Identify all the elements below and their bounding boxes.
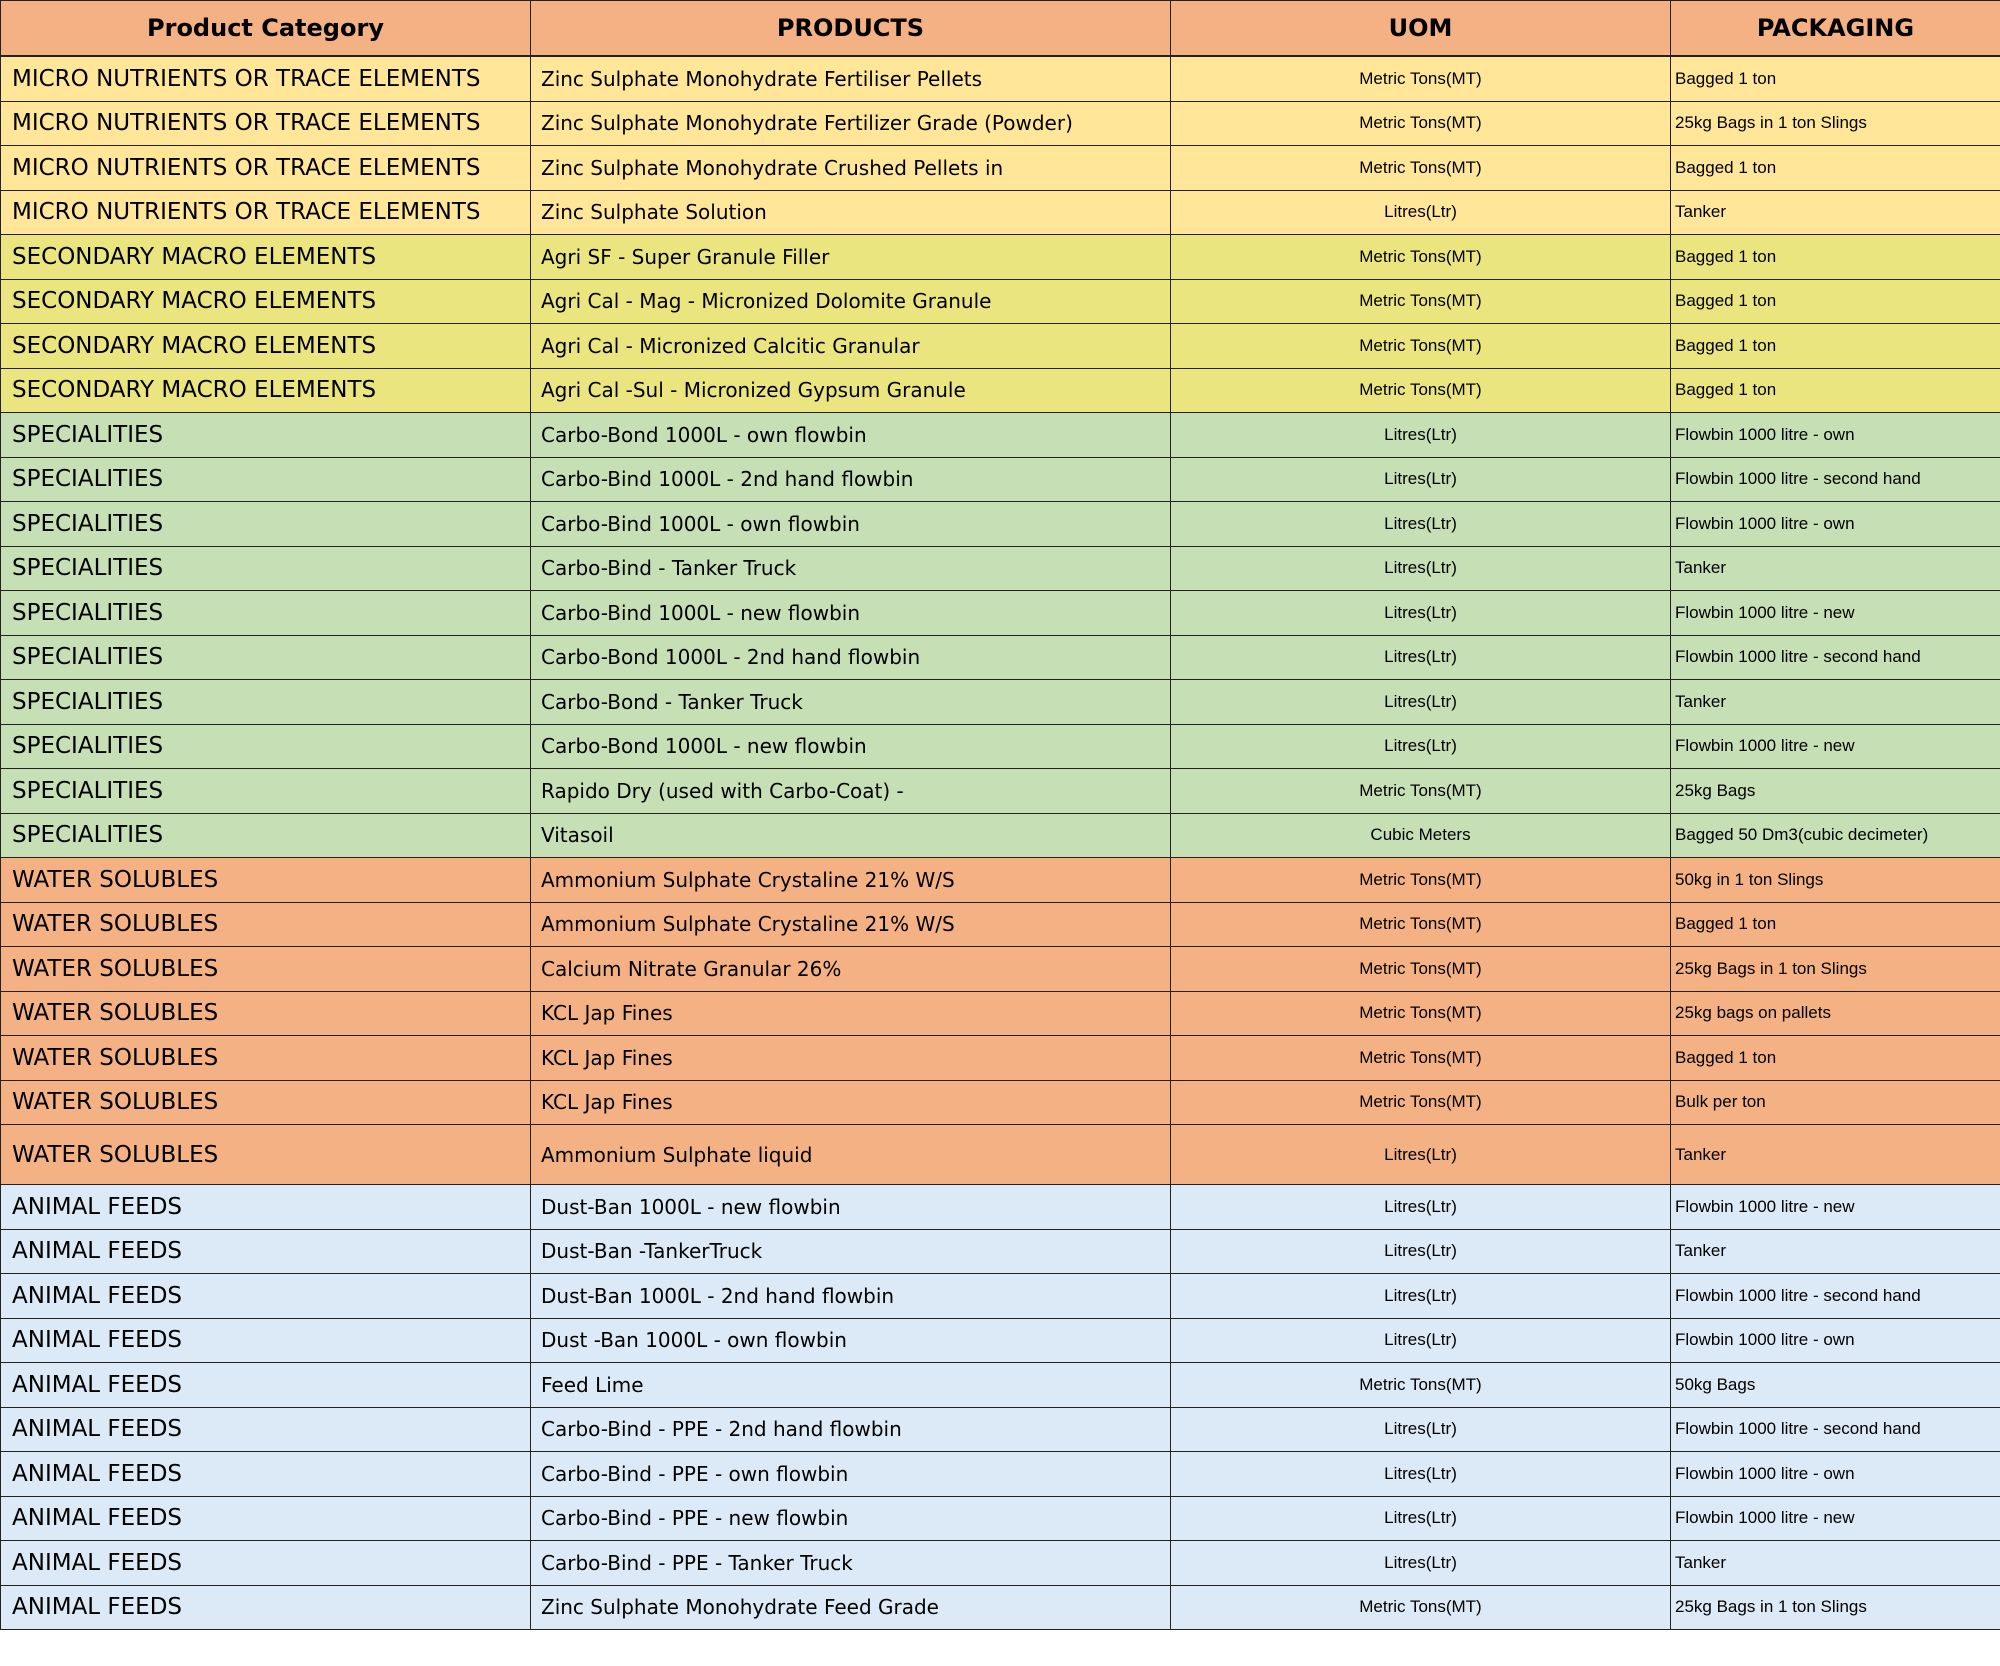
product-cell: Zinc Sulphate Solution — [531, 190, 1171, 235]
header-uom: UOM — [1171, 1, 1671, 57]
category-cell: SPECIALITIES — [1, 635, 531, 680]
uom-cell: Litres(Ltr) — [1171, 546, 1671, 591]
table-row — [1, 368, 2000, 413]
uom-cell: Metric Tons(MT) — [1171, 858, 1671, 903]
table-row — [1, 1496, 2000, 1541]
uom-cell: Litres(Ltr) — [1171, 1274, 1671, 1319]
category-cell: WATER SOLUBLES — [1, 1036, 531, 1081]
packaging-cell: Flowbin 1000 litre - new — [1671, 724, 2000, 769]
table-row — [1, 635, 2000, 680]
category-cell: WATER SOLUBLES — [1, 947, 531, 992]
category-cell: ANIMAL FEEDS — [1, 1274, 531, 1319]
table-row — [1, 101, 2000, 146]
table-row — [1, 1363, 2000, 1408]
uom-cell: Litres(Ltr) — [1171, 1407, 1671, 1452]
packaging-cell: Flowbin 1000 litre - new — [1671, 591, 2000, 636]
table-row — [1, 680, 2000, 725]
table-row — [1, 457, 2000, 502]
uom-cell: Metric Tons(MT) — [1171, 146, 1671, 191]
table-row — [1, 769, 2000, 814]
table-row — [1, 1080, 2000, 1125]
header-row — [1, 1, 2000, 57]
category-cell: ANIMAL FEEDS — [1, 1407, 531, 1452]
category-cell: ANIMAL FEEDS — [1, 1363, 531, 1408]
packaging-cell: Flowbin 1000 litre - own — [1671, 1318, 2000, 1363]
table-row — [1, 279, 2000, 324]
table-row — [1, 1125, 2000, 1185]
product-cell: Carbo-Bind - PPE - 2nd hand flowbin — [531, 1407, 1171, 1452]
uom-cell: Litres(Ltr) — [1171, 1318, 1671, 1363]
table-header — [1, 1, 2000, 57]
category-cell: MICRO NUTRIENTS OR TRACE ELEMENTS — [1, 56, 531, 101]
table-row — [1, 1585, 2000, 1630]
packaging-cell: Bagged 1 ton — [1671, 902, 2000, 947]
table-row — [1, 1452, 2000, 1497]
uom-cell: Litres(Ltr) — [1171, 413, 1671, 458]
table-row — [1, 902, 2000, 947]
packaging-cell: 25kg Bags — [1671, 769, 2000, 814]
table-row — [1, 1407, 2000, 1452]
category-cell: ANIMAL FEEDS — [1, 1229, 531, 1274]
packaging-cell: Flowbin 1000 litre - own — [1671, 502, 2000, 547]
category-cell: WATER SOLUBLES — [1, 1125, 531, 1185]
uom-cell: Metric Tons(MT) — [1171, 56, 1671, 101]
category-cell: SPECIALITIES — [1, 502, 531, 547]
uom-cell: Metric Tons(MT) — [1171, 235, 1671, 280]
category-cell: MICRO NUTRIENTS OR TRACE ELEMENTS — [1, 146, 531, 191]
packaging-cell: Flowbin 1000 litre - second hand — [1671, 457, 2000, 502]
packaging-cell: Bagged 50 Dm3(cubic decimeter) — [1671, 813, 2000, 858]
uom-cell: Litres(Ltr) — [1171, 190, 1671, 235]
product-cell: Agri Cal -Sul - Micronized Gypsum Granule — [531, 368, 1171, 413]
uom-cell: Metric Tons(MT) — [1171, 1363, 1671, 1408]
table-row — [1, 413, 2000, 458]
product-cell: Carbo-Bind 1000L - new flowbin — [531, 591, 1171, 636]
uom-cell: Metric Tons(MT) — [1171, 1036, 1671, 1081]
uom-cell: Litres(Ltr) — [1171, 724, 1671, 769]
product-cell: Carbo-Bind - Tanker Truck — [531, 546, 1171, 591]
product-cell: Zinc Sulphate Monohydrate Fertilizer Grade (Powder) — [531, 101, 1171, 146]
uom-cell: Litres(Ltr) — [1171, 591, 1671, 636]
uom-cell: Litres(Ltr) — [1171, 1496, 1671, 1541]
uom-cell: Metric Tons(MT) — [1171, 279, 1671, 324]
table-row — [1, 1185, 2000, 1230]
table-body — [1, 56, 2000, 1630]
header-products: PRODUCTS — [531, 1, 1171, 57]
product-cell: Carbo-Bind 1000L - own flowbin — [531, 502, 1171, 547]
product-cell: Feed Lime — [531, 1363, 1171, 1408]
packaging-cell: Bagged 1 ton — [1671, 279, 2000, 324]
packaging-cell: Tanker — [1671, 190, 2000, 235]
product-cell: Dust-Ban 1000L - 2nd hand flowbin — [531, 1274, 1171, 1319]
packaging-cell: Bagged 1 ton — [1671, 146, 2000, 191]
packaging-cell: 25kg Bags in 1 ton Slings — [1671, 947, 2000, 992]
packaging-cell: Bagged 1 ton — [1671, 324, 2000, 369]
packaging-cell: Tanker — [1671, 1541, 2000, 1586]
category-cell: SPECIALITIES — [1, 813, 531, 858]
product-cell: Ammonium Sulphate Crystaline 21% W/S — [531, 858, 1171, 903]
product-cell: Agri SF - Super Granule Filler — [531, 235, 1171, 280]
product-cell: Zinc Sulphate Monohydrate Fertiliser Pellets — [531, 56, 1171, 101]
uom-cell: Litres(Ltr) — [1171, 502, 1671, 547]
product-cell: Zinc Sulphate Monohydrate Feed Grade — [531, 1585, 1171, 1630]
product-cell: Carbo-Bind - PPE - own flowbin — [531, 1452, 1171, 1497]
category-cell: ANIMAL FEEDS — [1, 1585, 531, 1630]
uom-cell: Metric Tons(MT) — [1171, 902, 1671, 947]
product-cell: Carbo-Bond 1000L - new flowbin — [531, 724, 1171, 769]
category-cell: ANIMAL FEEDS — [1, 1541, 531, 1586]
packaging-cell: Flowbin 1000 litre - own — [1671, 413, 2000, 458]
category-cell: SPECIALITIES — [1, 457, 531, 502]
uom-cell: Litres(Ltr) — [1171, 457, 1671, 502]
packaging-cell: 25kg Bags in 1 ton Slings — [1671, 1585, 2000, 1630]
category-cell: SPECIALITIES — [1, 769, 531, 814]
table-row — [1, 502, 2000, 547]
category-cell: WATER SOLUBLES — [1, 1080, 531, 1125]
table-row — [1, 724, 2000, 769]
table-row — [1, 1274, 2000, 1319]
packaging-cell: Tanker — [1671, 680, 2000, 725]
category-cell: WATER SOLUBLES — [1, 902, 531, 947]
category-cell: ANIMAL FEEDS — [1, 1185, 531, 1230]
uom-cell: Litres(Ltr) — [1171, 1125, 1671, 1185]
table-row — [1, 235, 2000, 280]
product-cell: Agri Cal - Micronized Calcitic Granular — [531, 324, 1171, 369]
packaging-cell: Bagged 1 ton — [1671, 1036, 2000, 1081]
packaging-cell: Tanker — [1671, 1229, 2000, 1274]
category-cell: SPECIALITIES — [1, 546, 531, 591]
packaging-cell: Flowbin 1000 litre - second hand — [1671, 1274, 2000, 1319]
table-row — [1, 1036, 2000, 1081]
category-cell: WATER SOLUBLES — [1, 858, 531, 903]
packaging-cell: 25kg bags on pallets — [1671, 991, 2000, 1036]
category-cell: SECONDARY MACRO ELEMENTS — [1, 279, 531, 324]
product-cell: Ammonium Sulphate liquid — [531, 1125, 1171, 1185]
uom-cell: Metric Tons(MT) — [1171, 324, 1671, 369]
product-cell: Vitasoil — [531, 813, 1171, 858]
uom-cell: Litres(Ltr) — [1171, 1452, 1671, 1497]
packaging-cell: Bagged 1 ton — [1671, 368, 2000, 413]
uom-cell: Litres(Ltr) — [1171, 635, 1671, 680]
product-cell: Carbo-Bond 1000L - 2nd hand flowbin — [531, 635, 1171, 680]
packaging-cell: Bagged 1 ton — [1671, 56, 2000, 101]
table-row — [1, 1229, 2000, 1274]
uom-cell: Metric Tons(MT) — [1171, 991, 1671, 1036]
product-cell: Calcium Nitrate Granular 26% — [531, 947, 1171, 992]
uom-cell: Litres(Ltr) — [1171, 1229, 1671, 1274]
category-cell: WATER SOLUBLES — [1, 991, 531, 1036]
table-row — [1, 1541, 2000, 1586]
product-cell: Dust-Ban -TankerTruck — [531, 1229, 1171, 1274]
uom-cell: Metric Tons(MT) — [1171, 769, 1671, 814]
product-cell: Rapido Dry (used with Carbo-Coat) - — [531, 769, 1171, 814]
packaging-cell: Bagged 1 ton — [1671, 235, 2000, 280]
product-cell: KCL Jap Fines — [531, 991, 1171, 1036]
product-cell: Dust -Ban 1000L - own flowbin — [531, 1318, 1171, 1363]
packaging-cell: Flowbin 1000 litre - new — [1671, 1185, 2000, 1230]
table-row — [1, 190, 2000, 235]
product-cell: Dust-Ban 1000L - new flowbin — [531, 1185, 1171, 1230]
category-cell: SPECIALITIES — [1, 724, 531, 769]
packaging-cell: Bulk per ton — [1671, 1080, 2000, 1125]
header-packaging: PACKAGING — [1671, 1, 2000, 57]
table-row — [1, 813, 2000, 858]
header-product-category: Product Category — [1, 1, 531, 57]
category-cell: SECONDARY MACRO ELEMENTS — [1, 235, 531, 280]
packaging-cell: Flowbin 1000 litre - second hand — [1671, 1407, 2000, 1452]
packaging-cell: Flowbin 1000 litre - own — [1671, 1452, 2000, 1497]
category-cell: ANIMAL FEEDS — [1, 1318, 531, 1363]
product-cell: Agri Cal - Mag - Micronized Dolomite Granule — [531, 279, 1171, 324]
packaging-cell: Flowbin 1000 litre - new — [1671, 1496, 2000, 1541]
category-cell: MICRO NUTRIENTS OR TRACE ELEMENTS — [1, 101, 531, 146]
packaging-cell: Tanker — [1671, 546, 2000, 591]
table-row — [1, 546, 2000, 591]
table-row — [1, 324, 2000, 369]
category-cell: MICRO NUTRIENTS OR TRACE ELEMENTS — [1, 190, 531, 235]
category-cell: ANIMAL FEEDS — [1, 1496, 531, 1541]
table-row — [1, 56, 2000, 101]
uom-cell: Cubic Meters — [1171, 813, 1671, 858]
category-cell: SECONDARY MACRO ELEMENTS — [1, 324, 531, 369]
product-cell: KCL Jap Fines — [531, 1080, 1171, 1125]
packaging-cell: 50kg Bags — [1671, 1363, 2000, 1408]
uom-cell: Litres(Ltr) — [1171, 1185, 1671, 1230]
uom-cell: Metric Tons(MT) — [1171, 1080, 1671, 1125]
category-cell: ANIMAL FEEDS — [1, 1452, 531, 1497]
uom-cell: Metric Tons(MT) — [1171, 368, 1671, 413]
product-cell: Carbo-Bind 1000L - 2nd hand flowbin — [531, 457, 1171, 502]
product-cell: Zinc Sulphate Monohydrate Crushed Pellets in — [531, 146, 1171, 191]
packaging-cell: Tanker — [1671, 1125, 2000, 1185]
product-cell: Carbo-Bond - Tanker Truck — [531, 680, 1171, 725]
uom-cell: Metric Tons(MT) — [1171, 1585, 1671, 1630]
table-row — [1, 991, 2000, 1036]
table-row — [1, 858, 2000, 903]
uom-cell: Metric Tons(MT) — [1171, 101, 1671, 146]
table-row — [1, 591, 2000, 636]
product-cell: KCL Jap Fines — [531, 1036, 1171, 1081]
product-cell: Carbo-Bond 1000L - own flowbin — [531, 413, 1171, 458]
category-cell: SECONDARY MACRO ELEMENTS — [1, 368, 531, 413]
uom-cell: Metric Tons(MT) — [1171, 947, 1671, 992]
packaging-cell: Flowbin 1000 litre - second hand — [1671, 635, 2000, 680]
product-cell: Carbo-Bind - PPE - new flowbin — [531, 1496, 1171, 1541]
packaging-cell: 50kg in 1 ton Slings — [1671, 858, 2000, 903]
table-row — [1, 1318, 2000, 1363]
table-row — [1, 947, 2000, 992]
uom-cell: Litres(Ltr) — [1171, 1541, 1671, 1586]
category-cell: SPECIALITIES — [1, 413, 531, 458]
category-cell: SPECIALITIES — [1, 680, 531, 725]
category-cell: SPECIALITIES — [1, 591, 531, 636]
table-row — [1, 146, 2000, 191]
product-cell: Ammonium Sulphate Crystaline 21% W/S — [531, 902, 1171, 947]
uom-cell: Litres(Ltr) — [1171, 680, 1671, 725]
product-cell: Carbo-Bind - PPE - Tanker Truck — [531, 1541, 1171, 1586]
packaging-cell: 25kg Bags in 1 ton Slings — [1671, 101, 2000, 146]
